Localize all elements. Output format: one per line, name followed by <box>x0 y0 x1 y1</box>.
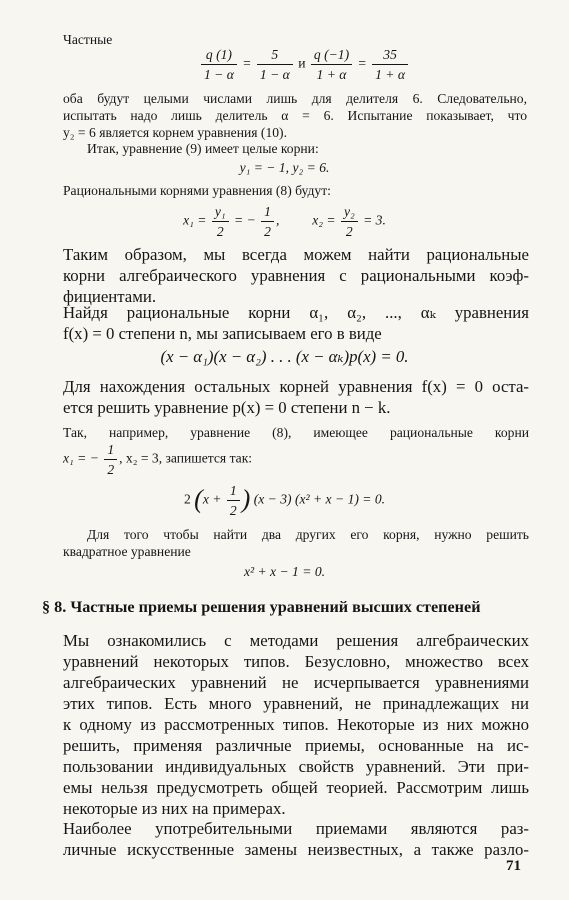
page-number: 71 <box>506 858 521 874</box>
fraction <box>227 482 240 519</box>
text-line: Наиболее употребительными приемами являются раз- <box>63 819 529 838</box>
fraction <box>341 203 358 240</box>
text-line: оба будут целыми числами лишь для делителя 6. Следовательно, <box>63 91 527 106</box>
equation-integer-roots: y₁ = − 1, y₂ = 6. <box>239 160 330 175</box>
equation-part: , <box>275 212 280 228</box>
equals-sign: = <box>357 55 367 71</box>
fraction <box>212 203 229 240</box>
text-line: к одному из рассмотренных типов. Некоторые из них можно <box>63 715 529 734</box>
text-line: пользовании индивидуальных свойств уравнений. Эти при- <box>63 757 529 776</box>
text-line: Для нахождения остальных корней уравнения f(x) = 0 оста- <box>63 377 529 396</box>
denominator: 2 <box>216 224 224 239</box>
text-line: емы нельзя предусмотреть общей теорией. Рассмотрим лишь <box>63 778 529 797</box>
numerator: 1 <box>261 203 274 222</box>
paren-open: ( <box>194 484 203 514</box>
section-heading: § 8. Частные приемы решения уравнений высших степеней <box>42 598 481 616</box>
paren-close: ) <box>241 484 251 514</box>
paragraph-3: Рациональными корнями уравнения (8) будут: <box>63 183 331 198</box>
text-line: Таким образом, мы всегда можем найти рациональные <box>63 245 529 264</box>
text-line: f(x) = 0 степени n, мы записываем его в виде <box>63 324 382 343</box>
equation-rational-roots <box>0 203 569 240</box>
text-line: этих типов. Есть много уравнений, не принадлежащих ни <box>63 694 529 713</box>
denominator: 2 <box>107 462 115 477</box>
equation-part: (x − 3) (x² + x − 1) = 0. <box>253 491 386 507</box>
fraction <box>261 203 274 240</box>
fraction <box>311 46 352 83</box>
equation-part: 2 <box>183 491 191 507</box>
denominator: 1 − α <box>203 67 234 82</box>
text-line: Для того чтобы найти два других его корня, нужно решить <box>87 527 529 542</box>
equation-product <box>0 482 569 519</box>
text-line: уравнений некоторых типов. Безусловно, множество всех <box>63 652 529 671</box>
text-line: личные искусственные замены неизвестных, а также разло- <box>63 840 529 859</box>
text-line: фициентами. <box>63 287 157 306</box>
equation-part: = 3. <box>363 212 386 228</box>
equation-part: = − <box>234 212 256 228</box>
equation-part: x₁ = − <box>63 450 99 466</box>
fraction <box>201 46 237 83</box>
numerator: 1 <box>227 482 240 501</box>
denominator: 2 <box>345 224 353 239</box>
text-line: испытать надо лишь делитель α = 6. Испытание показывает, что <box>63 108 527 123</box>
text-line: корни алгебраического уравнения с рациональными коэф- <box>63 266 529 285</box>
equation-factorization: (x − α₁)(x − α₂) . . . (x − αₖ)p(x) = 0. <box>160 347 409 366</box>
text-line: ется решить уравнение p(x) = 0 степени n − k. <box>63 398 391 417</box>
intro-label: Частные <box>63 32 113 47</box>
fraction <box>372 46 408 83</box>
text-line: квадратное уравнение <box>63 544 191 559</box>
text-line: некоторые из них на примерах. <box>63 799 286 818</box>
paragraph-6 <box>63 376 529 418</box>
denominator: 1 − α <box>259 67 290 82</box>
text-line: решить, применяя различные приемы, основанные на ис- <box>63 736 529 755</box>
paragraph-7-line-1: Так, например, уравнение (8), имеющее рациональные корни <box>63 425 529 440</box>
text-line: y₂ = 6 является корнем уравнения (10). <box>63 125 287 140</box>
equation-part: x + <box>202 491 222 507</box>
paragraph-4 <box>63 244 529 307</box>
numerator: q (−1) <box>311 46 352 65</box>
conjunction: и <box>298 55 306 71</box>
denominator: 2 <box>229 503 237 518</box>
denominator: 1 + α <box>375 67 406 82</box>
paragraph-5 <box>63 302 529 344</box>
equation-part: x₂ = <box>312 212 336 228</box>
fraction <box>257 46 293 83</box>
paragraph-1 <box>63 90 527 141</box>
numerator: 5 <box>257 46 293 65</box>
paragraph-8 <box>63 526 529 560</box>
text-part: , x₂ = 3, запишется так: <box>119 450 253 466</box>
paragraph-7-line-2 <box>63 441 252 478</box>
denominator: 2 <box>264 224 271 239</box>
text-line: Мы ознакомились с методами решения алгебраических <box>63 631 529 650</box>
denominator: 1 + α <box>316 67 347 82</box>
text-line: алгебраических уравнений не исчерпывается уравнениями <box>63 673 529 692</box>
numerator: 1 <box>104 441 117 460</box>
paragraph-2: Итак, уравнение (9) имеет целые корни: <box>87 141 319 156</box>
fraction <box>104 441 117 478</box>
numerator: 35 <box>372 46 408 65</box>
equals-sign: = <box>242 55 252 71</box>
equation-quadratic: x² + x − 1 = 0. <box>243 564 326 579</box>
text-line: Найдя рациональные корни α₁, α₂, ..., αₖ уравнения <box>63 303 529 322</box>
numerator: y₁ <box>212 203 229 222</box>
equation-part: x₁ = <box>183 212 207 228</box>
paragraph-9 <box>63 630 529 819</box>
numerator: y₂ <box>341 203 358 222</box>
equation-fractions <box>20 46 569 83</box>
numerator: q (1) <box>201 46 237 65</box>
paragraph-10 <box>63 818 529 860</box>
